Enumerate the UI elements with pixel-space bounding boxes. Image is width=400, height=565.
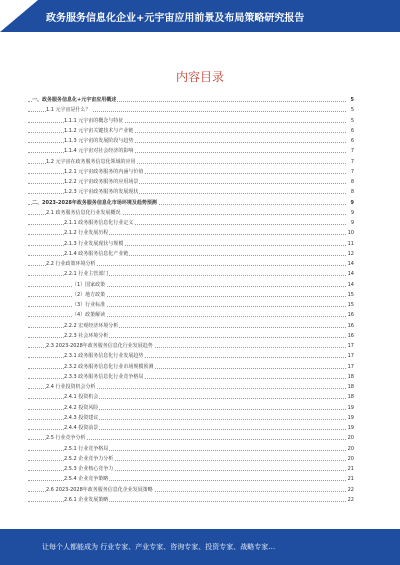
toc-entry-page: 18	[347, 382, 354, 392]
toc-entry-label: 1.1.4 元宇宙对社会经济的影响	[64, 146, 134, 156]
toc-entry[interactable]	[28, 136, 354, 146]
toc-entry-label: （4）政策解读	[72, 310, 106, 320]
toc-entry[interactable]	[28, 167, 354, 177]
toc-entry-label: 2.2 行业政策环境分析	[46, 259, 97, 269]
toc-entry[interactable]	[28, 392, 354, 402]
toc-entry-label: 2.3.1 政务服务信息化行业发展趋势	[64, 351, 144, 361]
toc-entry-label: 1.1.2 元宇宙关键技术与产业链	[64, 126, 134, 136]
toc-entry[interactable]	[28, 444, 354, 454]
toc-entry-page: 10	[347, 228, 354, 238]
report-header-bar	[0, 0, 400, 32]
toc-entry-label: （1）国家政策	[72, 280, 106, 290]
toc-entry-page: 14	[347, 259, 354, 269]
toc-entry-page: 15	[347, 300, 354, 310]
toc-entry-label: （3）行业标准	[72, 300, 106, 310]
toc-entry-label: 2.3.3 政务服务信息化行业竞争格局	[64, 372, 144, 382]
toc-entry-label: 2.1.1 政务服务信息化行业定义	[64, 218, 134, 228]
toc-entry-label: 2.2.1 行业主管部门	[64, 269, 109, 279]
toc-entry-label: 2.5.1 行业竞争格局	[64, 444, 109, 454]
toc-entry-page: 18	[347, 392, 354, 402]
toc-entry-page: 19	[347, 423, 354, 433]
toc-entry[interactable]	[28, 105, 354, 115]
toc-entry-page: 7	[350, 146, 354, 156]
toc-entry-label: 2.1 政务服务信息化行业发展概况	[46, 208, 122, 218]
toc-entry-page: 8	[350, 177, 354, 187]
toc-entry-label: 2.1.2 行业发展历程	[64, 228, 109, 238]
toc-entry-label: 2.4.1 投资机会	[64, 392, 99, 402]
toc-entry-label: 2.2.3 社会环境分析	[64, 331, 109, 341]
toc-entry-page: 17	[347, 341, 354, 351]
toc-entry-label: 2.1.4 政务服务信息化产业链	[64, 249, 129, 259]
toc-entry[interactable]	[28, 280, 354, 290]
toc-entry-label: 1.2.2 元宇宙政务服务的应用场景	[64, 177, 139, 187]
toc-entry-label: 2.3.2 政务服务信息化行业市场规模预测	[64, 362, 154, 372]
footer-slogan: 让每个人都能成为 行业专家、产业专家、咨询专家、投资专家、战略专家…	[42, 543, 276, 551]
toc-entry-label: 二、2023-2028年政务服务信息化市场环境及趋势预测	[32, 198, 158, 208]
toc-entry-label: 2.5.2 企业竞争力分析	[64, 454, 114, 464]
toc-title: 内容目录	[175, 70, 224, 84]
toc-entry-page: 21	[347, 474, 354, 484]
toc-entry-page: 20	[347, 454, 354, 464]
toc-entry[interactable]	[28, 116, 354, 126]
toc-entry-page: 8	[350, 187, 354, 197]
toc-entry-label: 1.1.1 元宇宙的概念与特征	[64, 116, 124, 126]
toc-entry-label: 2.4.2 投资风险	[64, 403, 99, 413]
toc-entry-label: 1.2 元宇宙在政务服务信息化领域的应用	[46, 157, 137, 167]
toc-entry-page: 17	[347, 351, 354, 361]
toc-entry-page: 9	[350, 208, 354, 218]
toc-entry[interactable]	[28, 218, 354, 228]
toc-entry-label: 2.6.1 企业发展策略	[64, 495, 109, 505]
toc-entry-page: 19	[347, 413, 354, 423]
toc-entry-page: 12	[347, 249, 354, 259]
table-of-contents	[28, 95, 354, 505]
toc-entry[interactable]	[28, 239, 354, 249]
toc-entry[interactable]	[28, 413, 354, 423]
header-decoration	[0, 0, 38, 32]
toc-entry[interactable]	[28, 454, 354, 464]
toc-entry[interactable]	[28, 249, 354, 259]
toc-entry-label: 2.5.3 企业核心竞争力	[64, 464, 114, 474]
toc-entry-page: 6	[350, 136, 354, 146]
toc-entry-page: 7	[350, 167, 354, 177]
toc-entry[interactable]	[28, 331, 354, 341]
toc-entry-label: 2.4 行业投资机会分析	[46, 382, 97, 392]
toc-entry-page: 6	[350, 126, 354, 136]
toc-entry-label: （2）地方政策	[72, 290, 106, 300]
toc-entry-page: 19	[347, 403, 354, 413]
footer-bar	[0, 529, 400, 565]
report-header-title: 政务服务信息化企业+元宇宙应用前景及布局策略研究报告	[46, 13, 305, 24]
toc-entry[interactable]	[28, 126, 354, 136]
toc-entry-page: 14	[347, 269, 354, 279]
toc-entry[interactable]	[28, 382, 354, 392]
toc-entry[interactable]	[28, 321, 354, 331]
toc-entry-page: 20	[347, 433, 354, 443]
toc-entry-page: 16	[347, 310, 354, 320]
toc-entry[interactable]	[28, 95, 354, 105]
toc-entry-label: 1.2.1 元宇宙政务服务的内涵与价值	[64, 167, 144, 177]
toc-entry[interactable]	[28, 485, 354, 495]
toc-entry[interactable]	[28, 372, 354, 382]
toc-entry-label: 1.1 元宇宙是什么？	[46, 105, 92, 115]
toc-entry[interactable]	[28, 208, 354, 218]
toc-entry[interactable]	[28, 341, 354, 351]
toc-entry-label: 2.6 2023-2028年政务服务信息化企业发展策略	[46, 485, 154, 495]
toc-entry-page: 7	[350, 157, 354, 167]
toc-entry-label: 一、政务服务信息化+元宇宙应用概述	[32, 95, 117, 105]
toc-entry-label: 2.5 行业竞争分析	[46, 433, 87, 443]
toc-entry[interactable]	[28, 146, 354, 156]
toc-entry-page: 15	[347, 290, 354, 300]
toc-entry[interactable]	[28, 495, 354, 505]
toc-entry[interactable]	[28, 403, 354, 413]
toc-entry[interactable]	[28, 423, 354, 433]
toc-entry-label: 2.3 2023-2028年政务服务信息化行业发展趋势	[46, 341, 154, 351]
toc-entry-label: 1.1.3 元宇宙的发展阶段与趋势	[64, 136, 134, 146]
toc-entry-page: 22	[347, 495, 354, 505]
toc-entry-label: 2.2.2 宏观经济环境分析	[64, 321, 119, 331]
toc-entry[interactable]	[28, 269, 354, 279]
toc-entry[interactable]	[28, 433, 354, 443]
toc-entry-page: 17	[347, 362, 354, 372]
toc-entry-page: 9	[350, 218, 354, 228]
toc-entry-label: 2.4.4 投资前景	[64, 423, 99, 433]
toc-entry[interactable]	[28, 259, 354, 269]
toc-entry[interactable]	[28, 177, 354, 187]
toc-entry[interactable]	[28, 198, 354, 208]
toc-entry-page: 5	[350, 116, 354, 126]
toc-entry-label: 2.5.4 企业竞争策略	[64, 474, 109, 484]
toc-entry-page: 22	[347, 485, 354, 495]
toc-entry-page: 16	[347, 331, 354, 341]
toc-entry-page: 11	[347, 239, 354, 249]
toc-entry-page: 18	[347, 372, 354, 382]
toc-entry[interactable]	[28, 157, 354, 167]
toc-entry[interactable]	[28, 187, 354, 197]
toc-entry[interactable]	[28, 474, 354, 484]
toc-entry-label: 2.1.3 行业发展现状与规模	[64, 239, 124, 249]
toc-entry-page: 9	[350, 198, 354, 208]
toc-entry-page: 5	[350, 95, 354, 105]
toc-entry[interactable]	[28, 290, 354, 300]
toc-entry-page: 5	[350, 105, 354, 115]
toc-entry-page: 20	[347, 444, 354, 454]
toc-entry[interactable]	[28, 351, 354, 361]
toc-entry-label: 1.2.3 元宇宙政务服务的发展现状	[64, 187, 139, 197]
toc-entry-page: 16	[347, 321, 354, 331]
toc-entry[interactable]	[28, 300, 354, 310]
toc-entry-page: 21	[347, 464, 354, 474]
toc-entry[interactable]	[28, 362, 354, 372]
toc-entry[interactable]	[28, 464, 354, 474]
toc-entry[interactable]	[28, 310, 354, 320]
toc-entry-label: 2.4.3 投资建议	[64, 413, 99, 423]
toc-entry[interactable]	[28, 228, 354, 238]
toc-entry-page: 14	[347, 280, 354, 290]
